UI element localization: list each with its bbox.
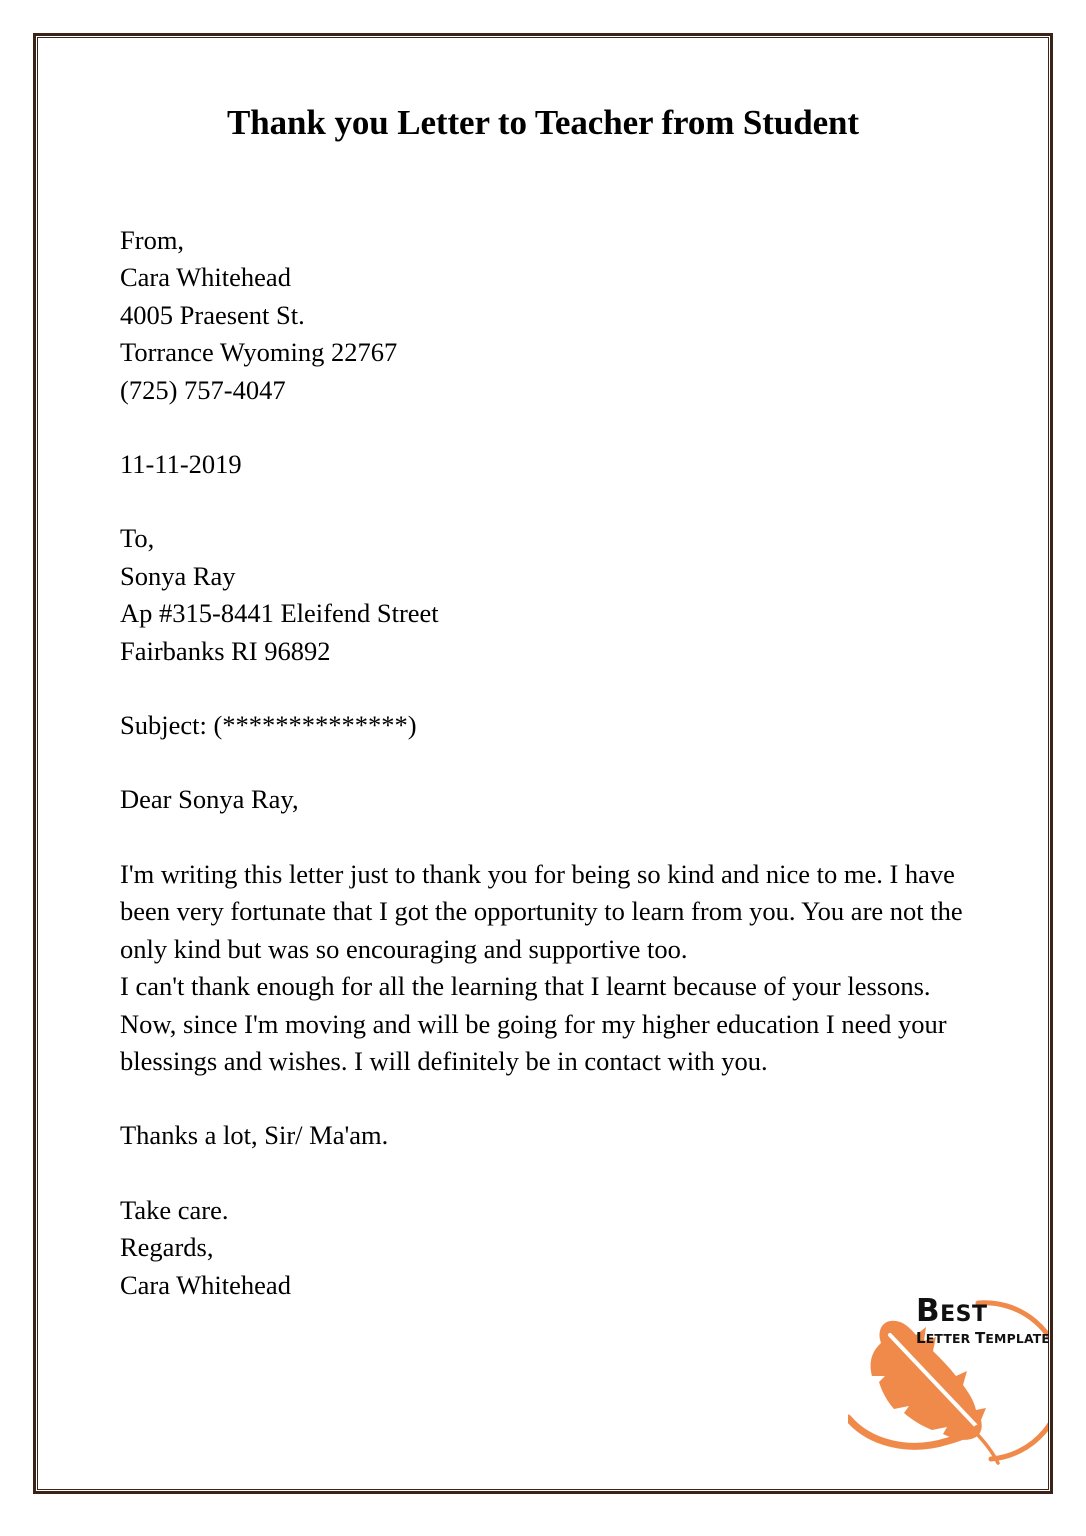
recipient-name: Sonya Ray: [120, 560, 236, 591]
spacer: [120, 670, 965, 707]
best-letter-template-logo: [848, 1281, 1051, 1486]
closing-regards: Regards,: [120, 1232, 214, 1263]
logo-brand-name: [916, 1293, 1048, 1329]
spacer: [120, 1080, 965, 1117]
signature-name: Cara Whitehead: [120, 1269, 291, 1300]
closing-take-care: Take care.: [120, 1194, 229, 1225]
sender-label: From,: [120, 225, 185, 255]
logo-brand-initial: B: [916, 1293, 941, 1329]
logo-wordmark: [916, 1293, 1051, 1347]
sender-name: Cara Whitehead: [120, 262, 291, 293]
spacer: [120, 1155, 965, 1192]
body-paragraph-2: I can't thank enough for all the learning that I learnt because of your lessons.: [120, 971, 931, 1002]
sender-phone: (725) 757-4047: [120, 374, 286, 405]
sender-street: 4005 Praesent St.: [120, 299, 305, 330]
body-paragraph-1: I'm writing this letter just to thank you for being so kind and nice to me. I have been very fortunate that I got the opportunity to learn from you. You are not the only kind but was so encouraging and supportive too.: [120, 858, 963, 964]
logo-tagline-l: L: [916, 1329, 926, 1347]
salutation: Dear Sonya Ray,: [120, 784, 299, 815]
spacer: [120, 409, 965, 446]
subject-line: Subject: (**************): [120, 710, 417, 741]
thanks-line: Thanks a lot, Sir/ Ma'am.: [120, 1120, 389, 1151]
letter-date: 11-11-2019: [120, 449, 242, 480]
logo-tagline-etter: ETTER: [925, 1331, 975, 1346]
logo-tagline-emplate: EMPLATE: [985, 1331, 1051, 1346]
letter-body: [120, 222, 965, 1304]
logo-brand-rest: EST: [940, 1302, 988, 1327]
sender-city-state-zip: Torrance Wyoming 22767: [120, 337, 398, 368]
logo-tagline-t: T: [974, 1329, 986, 1347]
body-paragraph-3: Now, since I'm moving and will be going for my higher education I need your blessings and wishes. I will definitely be in contact with you.: [120, 1008, 947, 1076]
logo-tagline: [916, 1329, 1051, 1347]
spacer: [120, 483, 965, 520]
spacer: [120, 744, 965, 781]
recipient-city-state-zip: Fairbanks RI 96892: [120, 635, 331, 666]
spacer: [120, 819, 965, 856]
recipient-street: Ap #315-8441 Eleifend Street: [120, 598, 439, 629]
recipient-label: To,: [120, 523, 155, 554]
page-title: Thank you Letter to Teacher from Student: [227, 103, 859, 142]
